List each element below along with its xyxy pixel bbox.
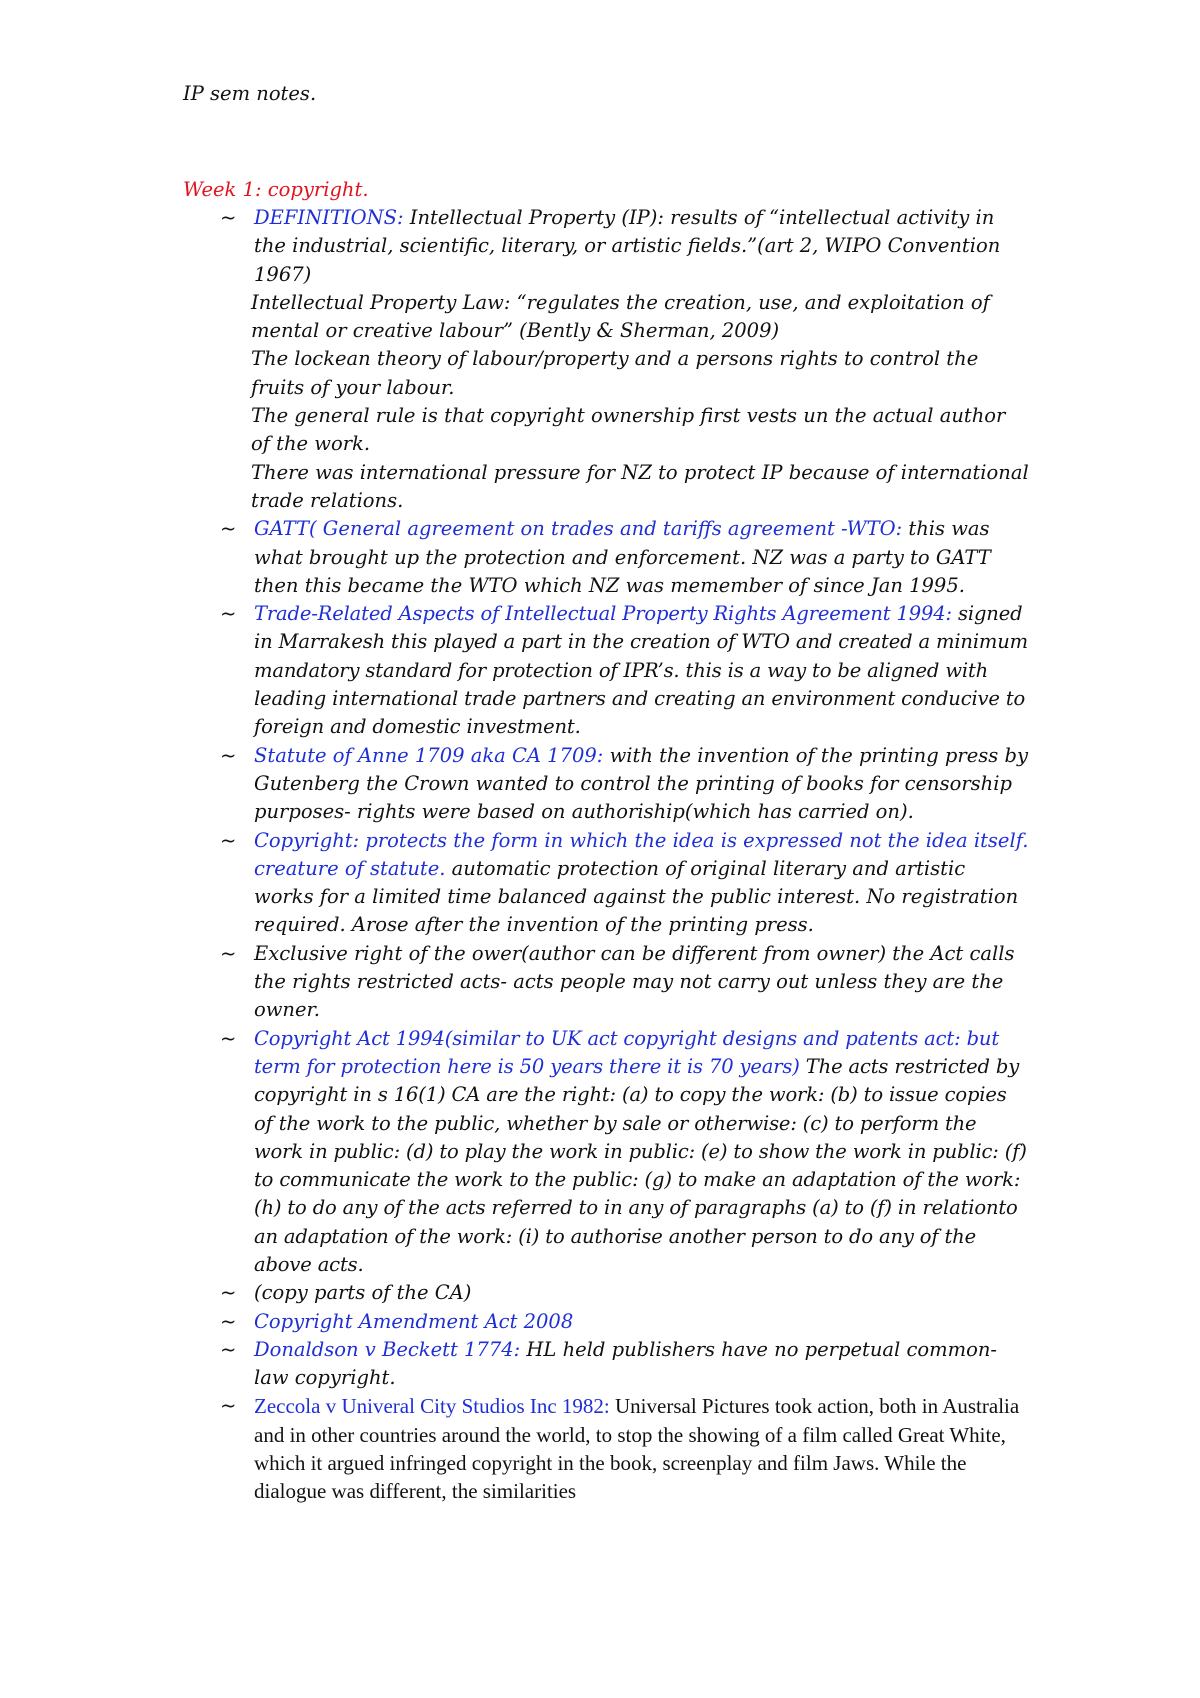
list-item <box>220 515 1030 600</box>
note-text: with the invention of the printing press by Gutenberg the Crown wanted to control the printing of books for censorship purposes- rights were based on authoriship(which has carried on). <box>254 743 1028 824</box>
note-label: Copyright Amendment Act 2008 <box>254 1309 574 1333</box>
note-continuation: There was international pressure for NZ to protect IP because of international trade relations. <box>251 460 1029 512</box>
tilde-bullet-icon: ~ <box>220 206 237 229</box>
tilde-bullet-icon: ~ <box>220 1026 237 1050</box>
list-item <box>220 1025 1030 1280</box>
note-label: Donaldson v Beckett 1774: <box>254 1337 521 1361</box>
tilde-bullet-icon: ~ <box>220 743 237 767</box>
tilde-bullet-icon: ~ <box>220 828 237 852</box>
note-text: Exclusive right of the ower(author can be different from owner) the Act calls the rights restricted acts- acts people may not carry out unless they are the owner. <box>254 941 1015 1022</box>
document-title: IP sem notes. <box>183 82 317 105</box>
note-label: Copyright Act 1994(similar to UK act copyright designs and patents act: but term for protection here is 50 years there it is 70 years) <box>254 1026 1000 1078</box>
note-continuation: Intellectual Property Law: “regulates the creation, use, and exploitation of mental or creative labour” (Bently & Sherman, 2009) <box>251 290 990 343</box>
note-text: signed in Marrakesh this played a part in the creation of WTO and created a minimum mandatory standard for protection of IPR’s. this is a way to be aligned with leading international trade partners and creating an environment conducive to foreign and domestic investment. <box>254 602 1028 739</box>
list-item <box>220 1279 1030 1307</box>
notes-list <box>220 204 1030 1506</box>
note-text: this was what brought up the protection and enforcement. NZ was a party to GATT then this became the WTO which NZ was memember of since Jan 1995. <box>254 517 991 597</box>
tilde-bullet-icon: ~ <box>220 602 237 626</box>
list-item <box>220 1336 1030 1393</box>
week-heading: Week 1: copyright. <box>183 178 369 201</box>
note-label: DEFINITIONS: <box>254 206 404 229</box>
list-item <box>220 742 1030 827</box>
note-label: Statute of Anne 1709 aka CA 1709: <box>254 743 604 767</box>
note-label: Zeccola v Univeral City Studios Inc 1982: <box>254 1394 610 1419</box>
tilde-bullet-icon: ~ <box>220 941 237 965</box>
tilde-bullet-icon: ~ <box>220 517 237 541</box>
list-item <box>220 204 1030 515</box>
note-text: automatic protection of original literary and artistic works for a limited time balanced against the public interest. No registration required. Arose after the invention of the printing press. <box>254 856 1019 937</box>
list-item <box>220 600 1030 741</box>
list-item <box>220 1308 1030 1336</box>
note-continuation: The general rule is that copyright ownership first vests un the actual author of the work. <box>251 404 1006 456</box>
note-text: Intellectual Property (IP): results of “intellectual activity in the industrial, scientific, literary, or artistic fields.”(art 2, WIPO Convention 1967) <box>254 206 1001 286</box>
tilde-bullet-icon: ~ <box>220 1394 237 1418</box>
note-label: Copyright: protects the form in which the idea is expressed not the idea itself. creature of statute. <box>254 828 1029 880</box>
note-continuation: The lockean theory of labour/property and a persons rights to control the fruits of your labour. <box>251 347 979 399</box>
tilde-bullet-icon: ~ <box>220 1281 237 1305</box>
note-text: The acts restricted by copyright in s 16(1) CA are the right: (a) to copy the work: (b) to issue copies of the work to the public, whether by sale or otherwise: (c) to perform the work in public: (d) to play the work in public: (e) to show the work in public: (f) to communicate the work to the public: (g) to make an adaptation of the work: (h) to do any of the acts referred to in any of paragraphs (a) to (f) in relationto an adaptation of the work: (i) to authorise another person to do any of the above acts. <box>254 1054 1027 1276</box>
note-text: (copy parts of the CA) <box>254 1281 472 1305</box>
note-label: Trade-Related Aspects of Intellectual Property Rights Agreement 1994: <box>254 602 952 626</box>
tilde-bullet-icon: ~ <box>220 1309 237 1333</box>
tilde-bullet-icon: ~ <box>220 1337 237 1361</box>
note-text: HL held publishers have no perpetual common-law copyright. <box>254 1337 998 1390</box>
note-label: GATT( General agreement on trades and tariffs agreement -WTO: <box>254 517 903 541</box>
list-item <box>220 1392 1030 1505</box>
list-item <box>220 827 1030 940</box>
note-text: Universal Pictures took action, both in Australia and in other countries around the world, to stop the showing of a film called Great White, which it argued infringed copyright in the book, screenplay and film Jaws. While the dialogue was different, the similarities <box>254 1394 1020 1504</box>
list-item <box>220 940 1030 1025</box>
